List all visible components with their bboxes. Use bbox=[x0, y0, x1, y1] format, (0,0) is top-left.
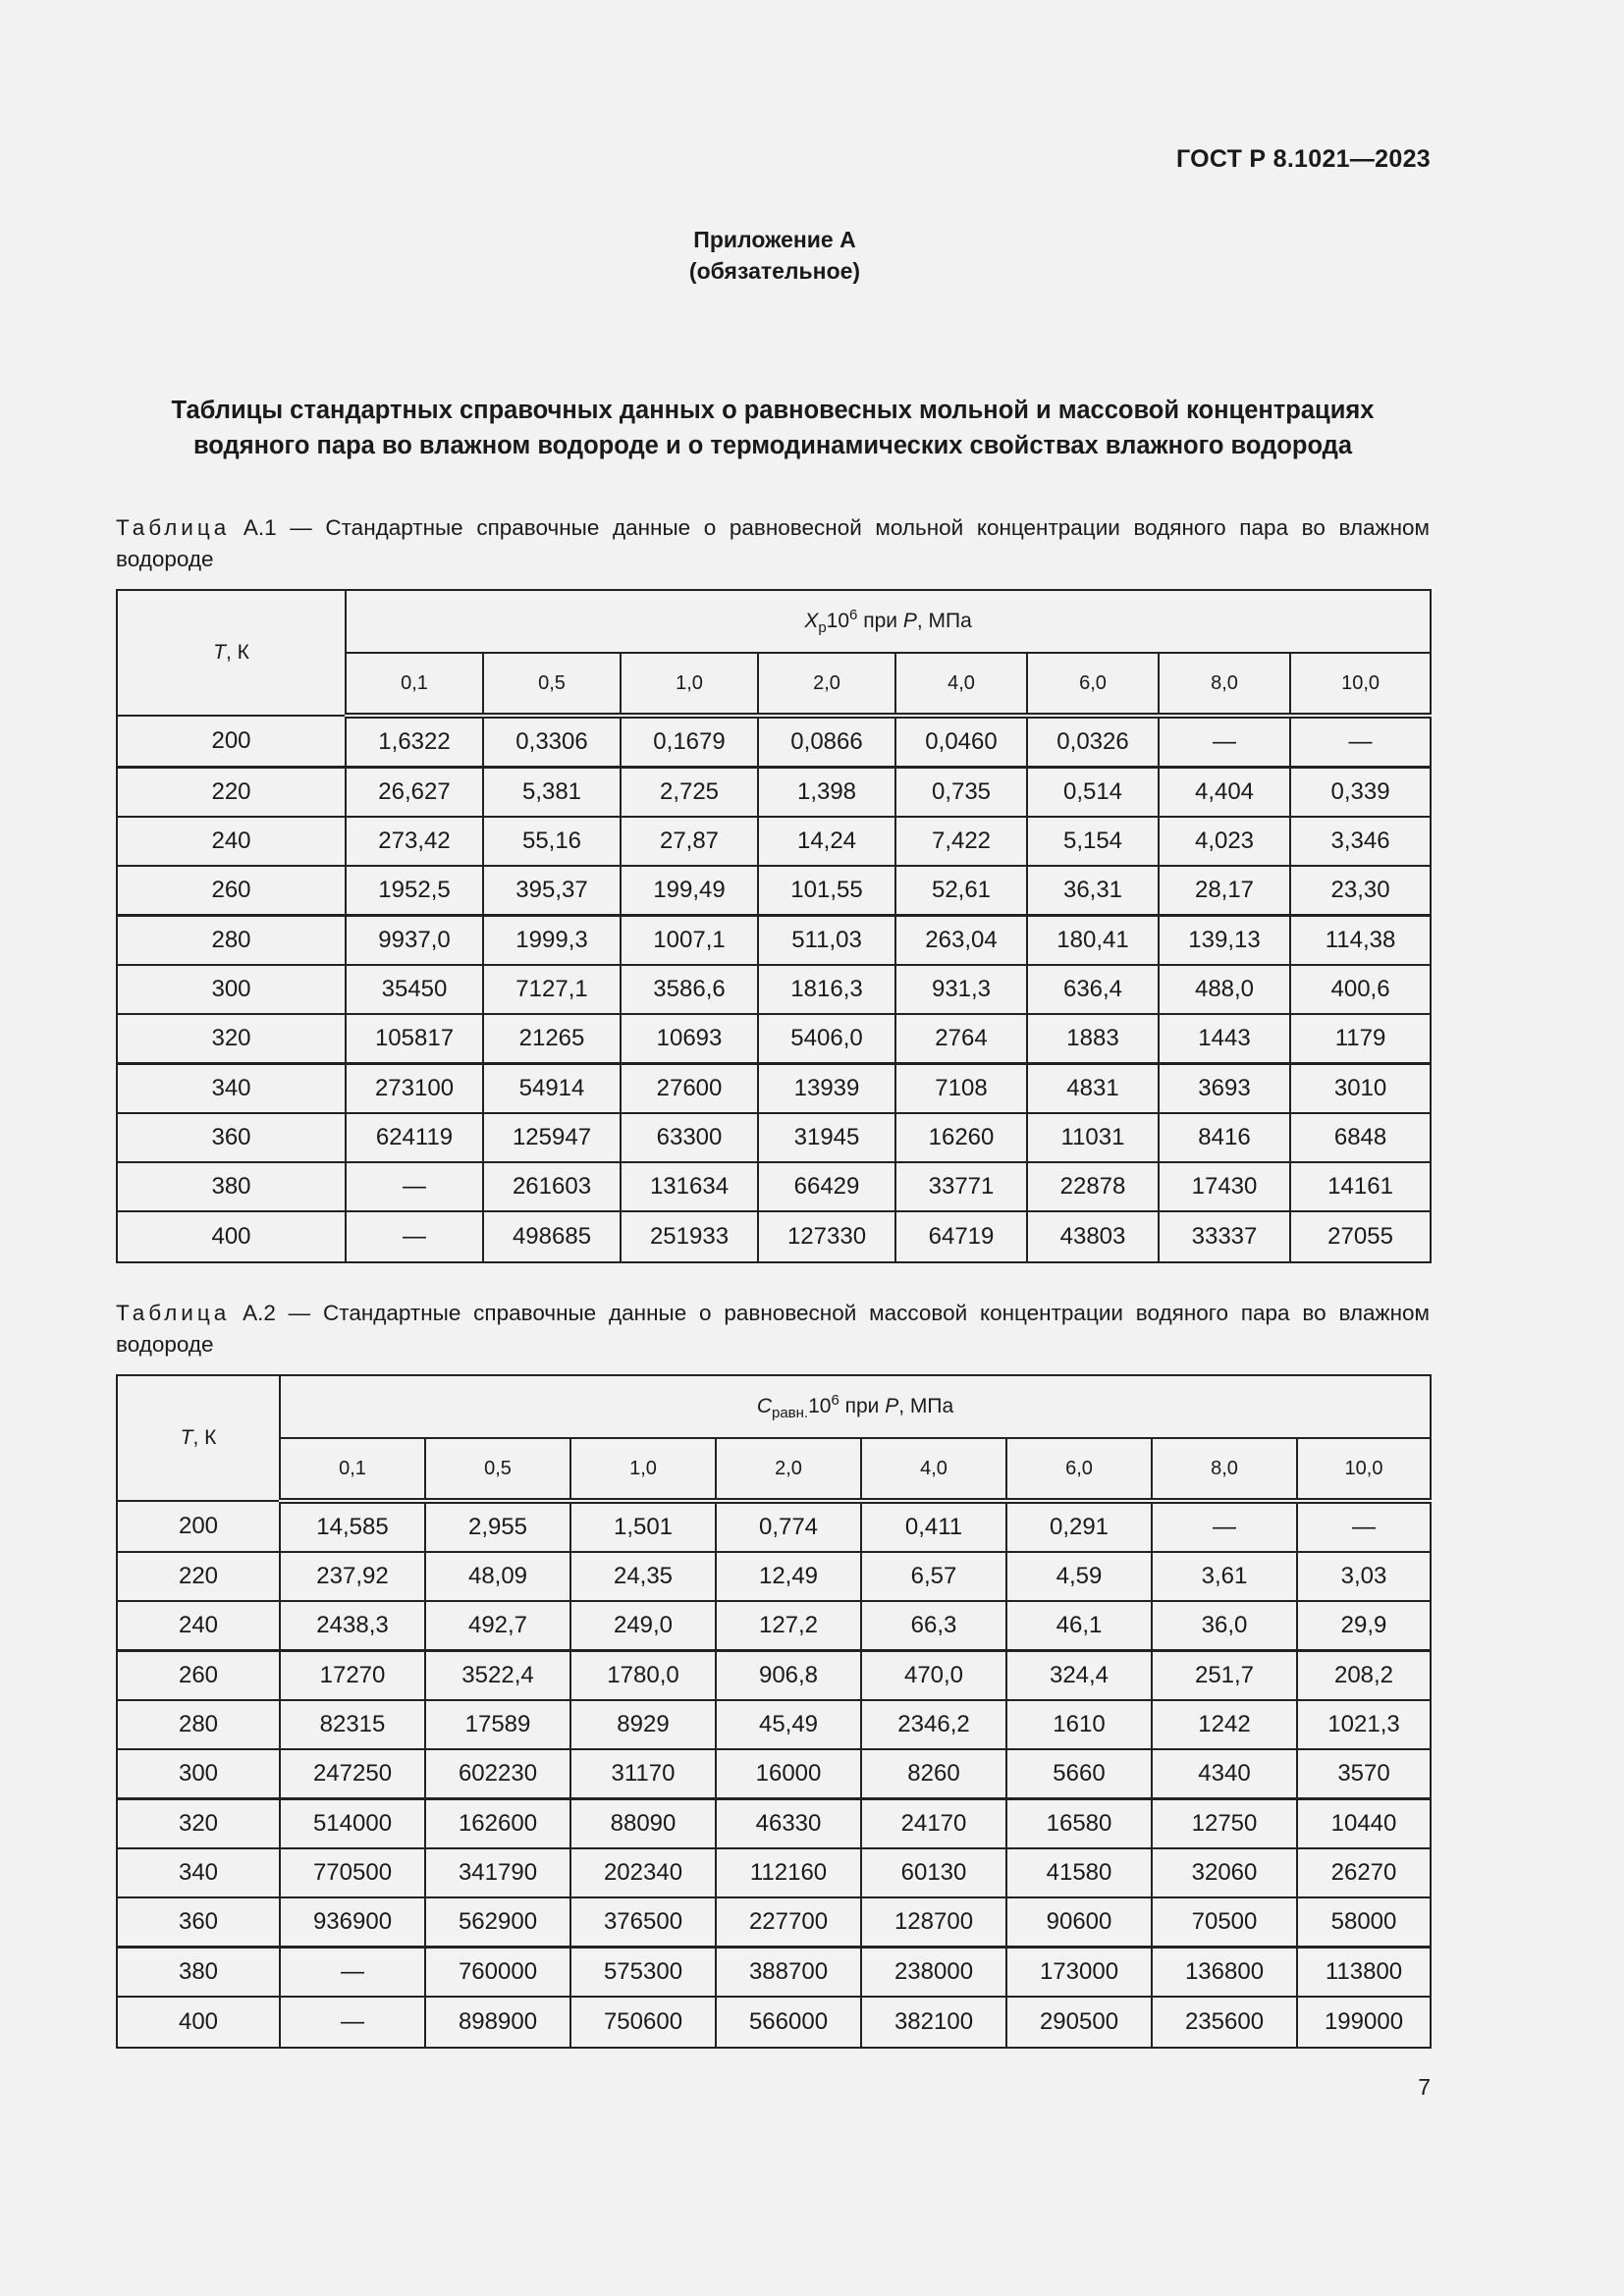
page-number: 7 bbox=[1418, 2074, 1431, 2100]
value-cell: 26270 bbox=[1297, 1848, 1431, 1897]
value-cell: 0,291 bbox=[1006, 1501, 1152, 1552]
table-a1-caption bbox=[116, 512, 1430, 575]
value-cell: 3,03 bbox=[1297, 1552, 1431, 1601]
value-cell: 0,0866 bbox=[758, 716, 895, 768]
temperature-cell: 340 bbox=[117, 1064, 346, 1114]
table-row bbox=[117, 1064, 1431, 1114]
table-row bbox=[117, 965, 1431, 1014]
value-cell: 66429 bbox=[758, 1162, 895, 1211]
value-cell: 66,3 bbox=[861, 1601, 1006, 1651]
value-cell: 388700 bbox=[716, 1948, 861, 1998]
value-cell: 10440 bbox=[1297, 1799, 1431, 1849]
temperature-cell: 260 bbox=[117, 1651, 280, 1701]
table-row bbox=[117, 1997, 1431, 2048]
value-cell: 14,585 bbox=[280, 1501, 425, 1552]
value-cell: 1999,3 bbox=[483, 916, 621, 966]
value-cell: 17270 bbox=[280, 1651, 425, 1701]
pressure-header: 2,0 bbox=[716, 1438, 861, 1501]
value-cell: 382100 bbox=[861, 1997, 1006, 2048]
value-cell: 22878 bbox=[1027, 1162, 1159, 1211]
value-cell: 11031 bbox=[1027, 1113, 1159, 1162]
temperature-cell: 200 bbox=[117, 716, 346, 768]
value-cell: 237,92 bbox=[280, 1552, 425, 1601]
value-cell: 2,955 bbox=[425, 1501, 570, 1552]
table-row bbox=[117, 1501, 1431, 1552]
value-cell: 4,404 bbox=[1159, 768, 1290, 818]
value-cell: 16000 bbox=[716, 1749, 861, 1799]
temperature-cell: 300 bbox=[117, 965, 346, 1014]
value-cell: 180,41 bbox=[1027, 916, 1159, 966]
value-cell: 27600 bbox=[621, 1064, 758, 1114]
table-row bbox=[117, 916, 1431, 966]
pressure-header: 1,0 bbox=[621, 653, 758, 716]
value-cell: 90600 bbox=[1006, 1897, 1152, 1948]
pressure-header: 0,1 bbox=[280, 1438, 425, 1501]
temperature-cell: 200 bbox=[117, 1501, 280, 1552]
value-cell: 750600 bbox=[570, 1997, 716, 2048]
temperature-cell: 280 bbox=[117, 916, 346, 966]
value-cell: 0,0326 bbox=[1027, 716, 1159, 768]
temperature-cell: 400 bbox=[117, 1997, 280, 2048]
value-cell: 14161 bbox=[1290, 1162, 1431, 1211]
value-cell: 562900 bbox=[425, 1897, 570, 1948]
temperature-cell: 380 bbox=[117, 1948, 280, 1998]
value-cell: 27,87 bbox=[621, 817, 758, 866]
table-a2 bbox=[116, 1374, 1432, 2049]
value-cell: 566000 bbox=[716, 1997, 861, 2048]
value-cell: 5406,0 bbox=[758, 1014, 895, 1064]
value-cell: 46,1 bbox=[1006, 1601, 1152, 1651]
temperature-cell: 260 bbox=[117, 866, 346, 916]
value-cell: 0,3306 bbox=[483, 716, 621, 768]
value-cell: 88090 bbox=[570, 1799, 716, 1849]
value-cell: 17430 bbox=[1159, 1162, 1290, 1211]
value-cell: 127,2 bbox=[716, 1601, 861, 1651]
value-cell: 12750 bbox=[1152, 1799, 1297, 1849]
value-cell: — bbox=[346, 1162, 483, 1211]
value-cell: — bbox=[1297, 1501, 1431, 1552]
value-cell: — bbox=[346, 1211, 483, 1262]
temperature-cell: 320 bbox=[117, 1799, 280, 1849]
value-cell: 0,0460 bbox=[895, 716, 1027, 768]
value-cell: 395,37 bbox=[483, 866, 621, 916]
value-cell: 324,4 bbox=[1006, 1651, 1152, 1701]
value-cell: 6,57 bbox=[861, 1552, 1006, 1601]
table-row bbox=[117, 1601, 1431, 1651]
value-cell: 1,501 bbox=[570, 1501, 716, 1552]
value-cell: 162600 bbox=[425, 1799, 570, 1849]
value-cell: 238000 bbox=[861, 1948, 1006, 1998]
value-cell: 82315 bbox=[280, 1700, 425, 1749]
pressure-header: 1,0 bbox=[570, 1438, 716, 1501]
value-cell: 139,13 bbox=[1159, 916, 1290, 966]
pressure-header: 4,0 bbox=[895, 653, 1027, 716]
value-cell: 21265 bbox=[483, 1014, 621, 1064]
value-cell: 173000 bbox=[1006, 1948, 1152, 1998]
value-cell: 199000 bbox=[1297, 1997, 1431, 2048]
value-cell: 1816,3 bbox=[758, 965, 895, 1014]
value-cell: 8416 bbox=[1159, 1113, 1290, 1162]
temperature-cell: 360 bbox=[117, 1897, 280, 1948]
table-row bbox=[117, 1014, 1431, 1064]
value-cell: 31170 bbox=[570, 1749, 716, 1799]
value-cell: 2764 bbox=[895, 1014, 1027, 1064]
value-cell: 58000 bbox=[1297, 1897, 1431, 1948]
table-row bbox=[117, 1848, 1431, 1897]
pressure-header: 10,0 bbox=[1297, 1438, 1431, 1501]
value-cell: 3586,6 bbox=[621, 965, 758, 1014]
value-cell: 54914 bbox=[483, 1064, 621, 1114]
value-cell: 898900 bbox=[425, 1997, 570, 2048]
value-cell: 3,346 bbox=[1290, 817, 1431, 866]
table-row bbox=[117, 1211, 1431, 1262]
pressure-header: 6,0 bbox=[1027, 653, 1159, 716]
value-cell: 7108 bbox=[895, 1064, 1027, 1114]
value-cell: 24,35 bbox=[570, 1552, 716, 1601]
value-cell: 4,023 bbox=[1159, 817, 1290, 866]
value-cell: 105817 bbox=[346, 1014, 483, 1064]
value-cell: 7,422 bbox=[895, 817, 1027, 866]
value-cell: 235600 bbox=[1152, 1997, 1297, 2048]
value-cell: 8260 bbox=[861, 1749, 1006, 1799]
value-cell: 33771 bbox=[895, 1162, 1027, 1211]
value-cell: 273100 bbox=[346, 1064, 483, 1114]
value-cell: 35450 bbox=[346, 965, 483, 1014]
value-cell: 113800 bbox=[1297, 1948, 1431, 1998]
value-cell: — bbox=[280, 1997, 425, 2048]
pressure-header: 2,0 bbox=[758, 653, 895, 716]
temperature-cell: 240 bbox=[117, 1601, 280, 1651]
value-cell: 247250 bbox=[280, 1749, 425, 1799]
value-cell: — bbox=[1159, 716, 1290, 768]
value-cell: 60130 bbox=[861, 1848, 1006, 1897]
value-cell: 101,55 bbox=[758, 866, 895, 916]
value-cell: 128700 bbox=[861, 1897, 1006, 1948]
value-cell: 136800 bbox=[1152, 1948, 1297, 1998]
value-cell: 1,398 bbox=[758, 768, 895, 818]
value-cell: 770500 bbox=[280, 1848, 425, 1897]
table-row bbox=[117, 1700, 1431, 1749]
value-cell: 261603 bbox=[483, 1162, 621, 1211]
value-cell: 46330 bbox=[716, 1799, 861, 1849]
table-row bbox=[117, 1749, 1431, 1799]
value-cell: 64719 bbox=[895, 1211, 1027, 1262]
value-cell: 488,0 bbox=[1159, 965, 1290, 1014]
value-cell: 636,4 bbox=[1027, 965, 1159, 1014]
value-cell: — bbox=[1290, 716, 1431, 768]
value-cell: 63300 bbox=[621, 1113, 758, 1162]
value-cell: 2,725 bbox=[621, 768, 758, 818]
table-a1-concentration-header: $X_p10^6$ при P, МПа bbox=[346, 590, 1431, 653]
value-cell: 5,154 bbox=[1027, 817, 1159, 866]
pressure-header: 0,5 bbox=[483, 653, 621, 716]
value-cell: 14,24 bbox=[758, 817, 895, 866]
value-cell: 70500 bbox=[1152, 1897, 1297, 1948]
value-cell: 0,411 bbox=[861, 1501, 1006, 1552]
pressure-header: 4,0 bbox=[861, 1438, 1006, 1501]
value-cell: 1883 bbox=[1027, 1014, 1159, 1064]
pressure-header: 0,1 bbox=[346, 653, 483, 716]
value-cell: 3,61 bbox=[1152, 1552, 1297, 1601]
value-cell: 48,09 bbox=[425, 1552, 570, 1601]
value-cell: 28,17 bbox=[1159, 866, 1290, 916]
value-cell: 43803 bbox=[1027, 1211, 1159, 1262]
value-cell: 3693 bbox=[1159, 1064, 1290, 1114]
value-cell: 3522,4 bbox=[425, 1651, 570, 1701]
value-cell: 4340 bbox=[1152, 1749, 1297, 1799]
value-cell: 249,0 bbox=[570, 1601, 716, 1651]
table-a1-caption-word: Таблица bbox=[116, 515, 231, 540]
table-row bbox=[117, 768, 1431, 818]
value-cell: 1021,3 bbox=[1297, 1700, 1431, 1749]
value-cell: 602230 bbox=[425, 1749, 570, 1799]
value-cell: 1179 bbox=[1290, 1014, 1431, 1064]
pressure-header: 8,0 bbox=[1159, 653, 1290, 716]
value-cell: 125947 bbox=[483, 1113, 621, 1162]
value-cell: 16580 bbox=[1006, 1799, 1152, 1849]
value-cell: 127330 bbox=[758, 1211, 895, 1262]
table-a2-concentration-header: $C_{равн.}10^6$ при P, МПа bbox=[280, 1375, 1431, 1438]
value-cell: 199,49 bbox=[621, 866, 758, 916]
table-a2-body bbox=[117, 1501, 1431, 2048]
table-row bbox=[117, 1552, 1431, 1601]
value-cell: 492,7 bbox=[425, 1601, 570, 1651]
temperature-cell: 300 bbox=[117, 1749, 280, 1799]
value-cell: 202340 bbox=[570, 1848, 716, 1897]
value-cell: 36,31 bbox=[1027, 866, 1159, 916]
value-cell: 9937,0 bbox=[346, 916, 483, 966]
value-cell: 10693 bbox=[621, 1014, 758, 1064]
value-cell: 376500 bbox=[570, 1897, 716, 1948]
table-a1-temperature-header: T, К bbox=[117, 590, 346, 716]
value-cell: 3570 bbox=[1297, 1749, 1431, 1799]
value-cell: 1242 bbox=[1152, 1700, 1297, 1749]
value-cell: 131634 bbox=[621, 1162, 758, 1211]
section-title-line-1: Таблицы стандартных справочных данных о равновесных мольной и массовой концентрациях bbox=[171, 397, 1375, 424]
value-cell: 112160 bbox=[716, 1848, 861, 1897]
table-row bbox=[117, 866, 1431, 916]
appendix-title: Приложение А bbox=[693, 227, 856, 252]
value-cell: 760000 bbox=[425, 1948, 570, 1998]
table-row bbox=[117, 1897, 1431, 1948]
value-cell: 575300 bbox=[570, 1948, 716, 1998]
value-cell: 4,59 bbox=[1006, 1552, 1152, 1601]
value-cell: 341790 bbox=[425, 1848, 570, 1897]
value-cell: 0,339 bbox=[1290, 768, 1431, 818]
temperature-cell: 280 bbox=[117, 1700, 280, 1749]
temperature-cell: 380 bbox=[117, 1162, 346, 1211]
pressure-header: 6,0 bbox=[1006, 1438, 1152, 1501]
value-cell: 7127,1 bbox=[483, 965, 621, 1014]
temperature-cell: 400 bbox=[117, 1211, 346, 1262]
value-cell: 290500 bbox=[1006, 1997, 1152, 2048]
value-cell: 1007,1 bbox=[621, 916, 758, 966]
value-cell: 0,735 bbox=[895, 768, 1027, 818]
temperature-cell: 320 bbox=[117, 1014, 346, 1064]
appendix-heading bbox=[0, 224, 1549, 287]
value-cell: 251933 bbox=[621, 1211, 758, 1262]
value-cell: 8929 bbox=[570, 1700, 716, 1749]
value-cell: 12,49 bbox=[716, 1552, 861, 1601]
table-a2-caption-word: Таблица bbox=[116, 1301, 231, 1325]
value-cell: 936900 bbox=[280, 1897, 425, 1948]
value-cell: 208,2 bbox=[1297, 1651, 1431, 1701]
appendix-status: (обязательное) bbox=[688, 258, 861, 284]
pressure-header: 10,0 bbox=[1290, 653, 1431, 716]
pressure-header: 8,0 bbox=[1152, 1438, 1297, 1501]
value-cell: 13939 bbox=[758, 1064, 895, 1114]
table-row bbox=[117, 1948, 1431, 1998]
table-row bbox=[117, 1162, 1431, 1211]
table-a2-temperature-header: T, К bbox=[117, 1375, 280, 1501]
value-cell: 5,381 bbox=[483, 768, 621, 818]
value-cell: 32060 bbox=[1152, 1848, 1297, 1897]
value-cell: — bbox=[1152, 1501, 1297, 1552]
value-cell: 5660 bbox=[1006, 1749, 1152, 1799]
value-cell: 26,627 bbox=[346, 768, 483, 818]
value-cell: 470,0 bbox=[861, 1651, 1006, 1701]
temperature-cell: 220 bbox=[117, 1552, 280, 1601]
table-row bbox=[117, 817, 1431, 866]
value-cell: 17589 bbox=[425, 1700, 570, 1749]
value-cell: 1780,0 bbox=[570, 1651, 716, 1701]
value-cell: 227700 bbox=[716, 1897, 861, 1948]
value-cell: 251,7 bbox=[1152, 1651, 1297, 1701]
table-a2-pressure-row bbox=[117, 1438, 1431, 1501]
value-cell: 3010 bbox=[1290, 1064, 1431, 1114]
value-cell: 0,514 bbox=[1027, 768, 1159, 818]
document-code: ГОСТ Р 8.1021—2023 bbox=[1175, 145, 1431, 173]
table-row bbox=[117, 1113, 1431, 1162]
value-cell: 114,38 bbox=[1290, 916, 1431, 966]
value-cell: 2438,3 bbox=[280, 1601, 425, 1651]
temperature-cell: 240 bbox=[117, 817, 346, 866]
value-cell: 55,16 bbox=[483, 817, 621, 866]
value-cell: 23,30 bbox=[1290, 866, 1431, 916]
table-a1-body bbox=[117, 716, 1431, 1262]
value-cell: 1952,5 bbox=[346, 866, 483, 916]
value-cell: 24170 bbox=[861, 1799, 1006, 1849]
value-cell: — bbox=[280, 1948, 425, 1998]
table-row bbox=[117, 716, 1431, 768]
value-cell: 624119 bbox=[346, 1113, 483, 1162]
temperature-cell: 360 bbox=[117, 1113, 346, 1162]
value-cell: 1610 bbox=[1006, 1700, 1152, 1749]
table-a1-caption-text: А.1 — Стандартные справочные данные о равновесной мольной концентрации водяного пара во влажном водороде bbox=[116, 515, 1430, 571]
value-cell: 16260 bbox=[895, 1113, 1027, 1162]
value-cell: 931,3 bbox=[895, 965, 1027, 1014]
value-cell: 45,49 bbox=[716, 1700, 861, 1749]
value-cell: 27055 bbox=[1290, 1211, 1431, 1262]
value-cell: 52,61 bbox=[895, 866, 1027, 916]
value-cell: 33337 bbox=[1159, 1211, 1290, 1262]
value-cell: 41580 bbox=[1006, 1848, 1152, 1897]
value-cell: 400,6 bbox=[1290, 965, 1431, 1014]
value-cell: 2346,2 bbox=[861, 1700, 1006, 1749]
value-cell: 498685 bbox=[483, 1211, 621, 1262]
value-cell: 29,9 bbox=[1297, 1601, 1431, 1651]
pressure-header: 0,5 bbox=[425, 1438, 570, 1501]
temperature-cell: 220 bbox=[117, 768, 346, 818]
value-cell: 0,774 bbox=[716, 1501, 861, 1552]
value-cell: 1,6322 bbox=[346, 716, 483, 768]
value-cell: 6848 bbox=[1290, 1113, 1431, 1162]
table-row bbox=[117, 1799, 1431, 1849]
section-title bbox=[116, 393, 1430, 463]
section-title-line-2: водяного пара во влажном водороде и о термодинамических свойствах влажного водорода bbox=[192, 432, 1353, 459]
table-row bbox=[117, 1651, 1431, 1701]
table-a1 bbox=[116, 589, 1432, 1263]
value-cell: 1443 bbox=[1159, 1014, 1290, 1064]
value-cell: 4831 bbox=[1027, 1064, 1159, 1114]
value-cell: 36,0 bbox=[1152, 1601, 1297, 1651]
value-cell: 31945 bbox=[758, 1113, 895, 1162]
table-a2-caption-text: А.2 — Стандартные справочные данные о равновесной массовой концентрации водяного пара во влажном водороде bbox=[116, 1301, 1430, 1357]
value-cell: 906,8 bbox=[716, 1651, 861, 1701]
value-cell: 511,03 bbox=[758, 916, 895, 966]
value-cell: 0,1679 bbox=[621, 716, 758, 768]
value-cell: 263,04 bbox=[895, 916, 1027, 966]
table-a2-caption bbox=[116, 1298, 1430, 1361]
value-cell: 273,42 bbox=[346, 817, 483, 866]
value-cell: 514000 bbox=[280, 1799, 425, 1849]
temperature-cell: 340 bbox=[117, 1848, 280, 1897]
